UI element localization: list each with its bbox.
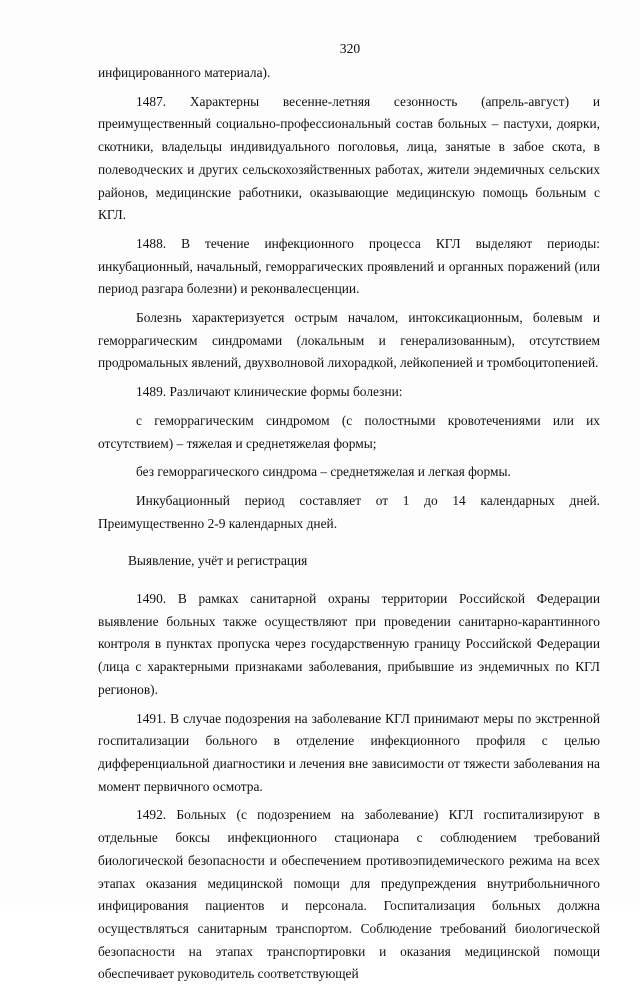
paragraph: 1489. Различают клинические формы болезни: xyxy=(136,384,403,400)
paragraph: Болезнь характеризуется острым началом, интоксикационным, болевым и геморрагическим синдромами (локальным и генерализованным), отсутствием продромальных явлений, двухволновой лихорадкой, лейкопенией и тромбоцитопенией. xyxy=(98,310,600,371)
paragraph: без геморрагического синдрома – среднетяжелая и легкая формы. xyxy=(136,464,511,480)
paragraph: 1487. Характерны весенне-летняя сезонность (апрель-август) и преимущественный социально-профессиональный состав больных – пастухи, доярки, скотники, владельцы индивидуального поголовья, лица, занятые в забое скота, в полеводческих и других сельскохозяйственных работах, жители эндемичных сельских районов, медицинские работники, оказывающие медицинскую помощь больным с КГЛ. xyxy=(98,93,600,223)
document-body xyxy=(98,62,600,986)
paragraph: 1488. В течение инфекционного процесса КГЛ выделяют периоды: инкубационный, начальный, геморрагических проявлений и органных поражений (или период разгара болезни) и реконвалесценции. xyxy=(98,235,600,297)
section-heading: Выявление, учёт и регистрация xyxy=(128,553,308,569)
paragraph: инфицированного материала). xyxy=(98,65,271,80)
paragraph: 1491. В случае подозрения на заболевание КГЛ принимают меры по экстренной госпитализации больного в отделение инфекционного профиля с целью дифференциальной диагностики и лечения вне зависимости от тяжести заболевания на момент первичного осмотра. xyxy=(98,710,600,794)
paragraph: 1490. В рамках санитарной охраны территории Российской Федерации выявление больных также осуществляют при проведении санитарно-карантинного контроля в пунктах пропуска через государственную границу Российской Федерации (лица с характерными признаками заболевания, прибывшие из эндемичных по КГЛ регионов). xyxy=(98,591,600,697)
paragraph: Инкубационный период составляет от 1 до 14 календарных дней. Преимущественно 2-9 календарных дней. xyxy=(98,492,600,531)
paragraph: с геморрагическим синдромом (с полостными кровотечениями или их отсутствием) – тяжелая и среднетяжелая формы; xyxy=(98,412,600,451)
page-number: 320 xyxy=(339,41,361,56)
paragraph: 1492. Больных (с подозрением на заболевание) КГЛ госпитализируют в отдельные боксы инфекционного стационара с соблюдением требований биологической безопасности и обеспечением противоэпидемического режима на всех этапах оказания медицинской помощи для предупреждения внутрибольничного инфицирования пациентов и персонала. Госпитализация больных должна осуществляться санитарным транспортом. Соблюдение требований биологической безопасности на этапах транспортировки и оказания медицинской помощи обеспечивает руководитель соответствующей xyxy=(98,807,600,982)
